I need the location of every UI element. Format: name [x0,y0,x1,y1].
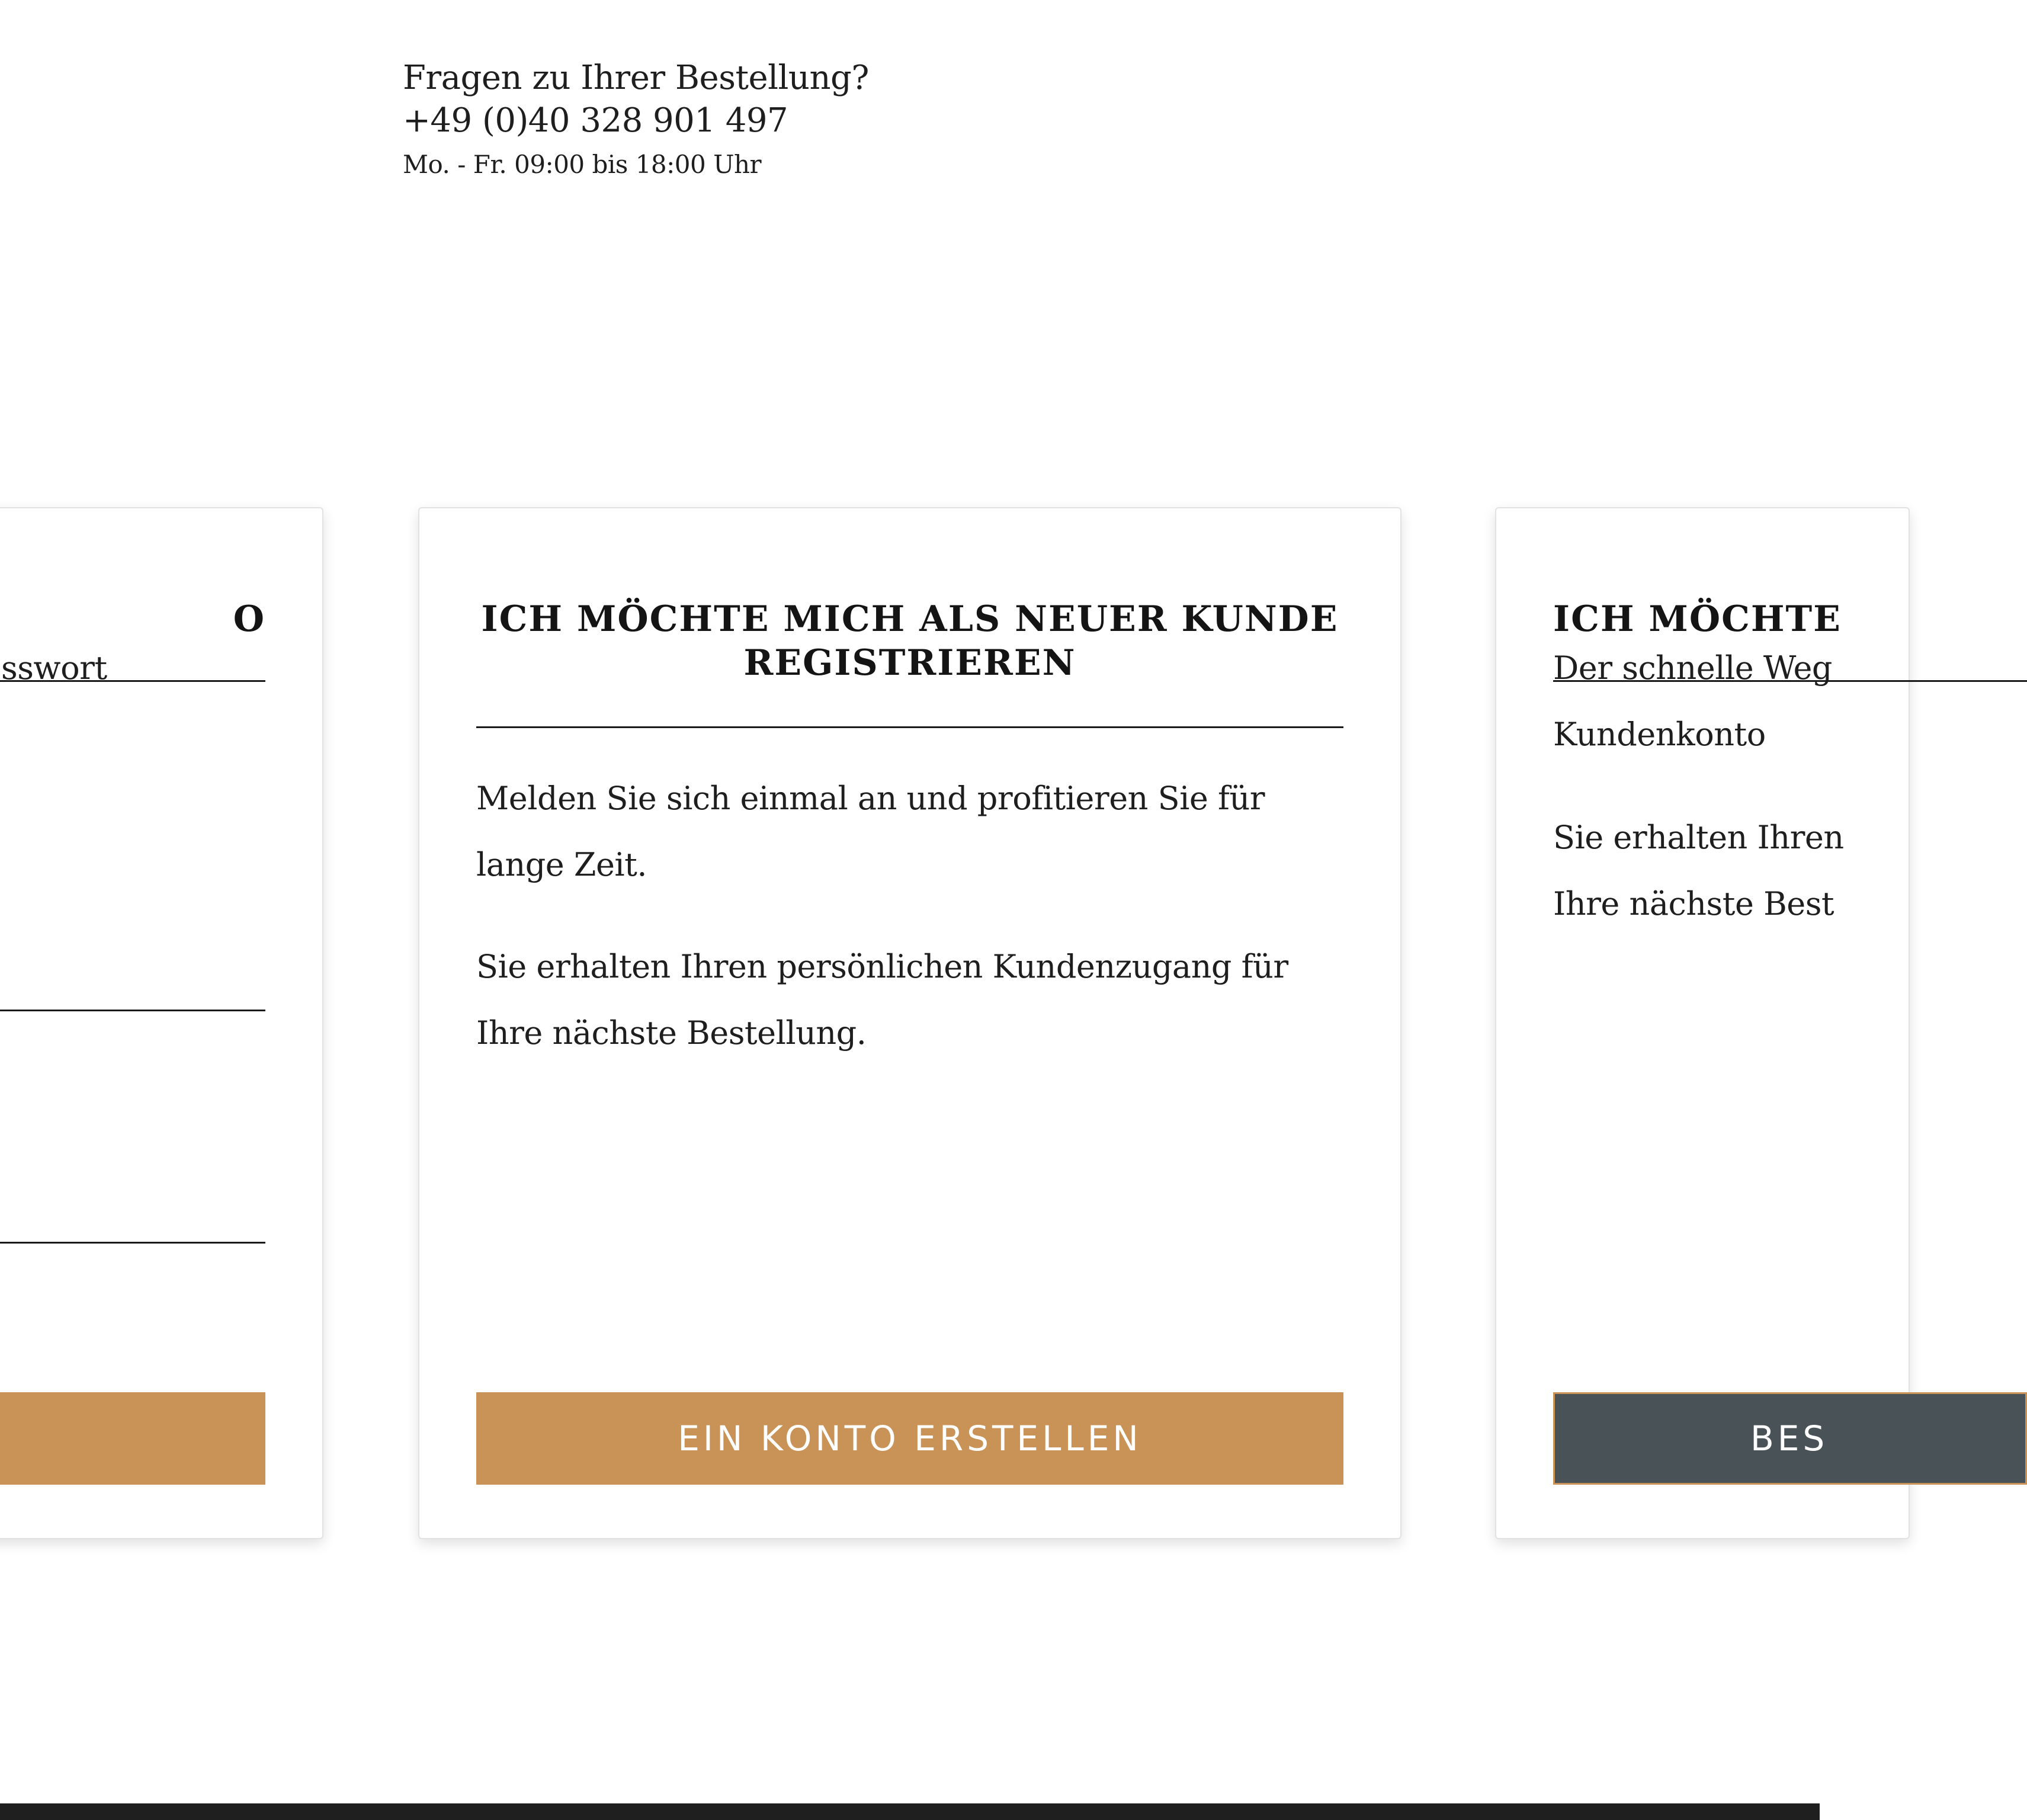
support-phone[interactable]: +49 (0)40 328 901 497 [403,101,788,140]
guest-text-line1: Der schnelle Weg [1553,649,1832,687]
footer-bar [0,1803,1820,1820]
password-input-underline[interactable] [0,1242,265,1244]
register-card [418,507,1401,1539]
guest-text-line4: Ihre nächste Best [1553,885,1834,922]
register-text-benefit: Melden Sie sich einmal an und profitieren Sie für lange Zeit. [476,780,1265,883]
guest-text-line2: Kundenkonto [1553,716,1766,753]
register-card-divider [476,726,1343,728]
create-account-button[interactable]: EIN KONTO ERSTELLEN [476,1392,1343,1485]
guest-text-line3: Sie erhalten Ihren [1553,819,1844,856]
register-card-title: ICH MÖCHTE MICH ALS NEUER KUNDE REGISTRIEREN [481,598,1339,684]
support-question: Fragen zu Ihrer Bestellung? [403,59,869,97]
support-hours: Mo. - Fr. 09:00 bis 18:00 Uhr [403,150,762,179]
login-button[interactable] [0,1392,265,1485]
password-label: sswort [1,649,107,687]
login-card [0,507,323,1539]
guest-order-button[interactable]: BES [1553,1392,2027,1485]
register-text-access: Sie erhalten Ihren persönlichen Kundenzugang für Ihre nächste Bestellung. [476,948,1288,1052]
login-card-title: O [233,598,265,640]
guest-card [1495,507,1910,1539]
support-contact [403,57,869,182]
guest-card-title: ICH MÖCHTE [1553,598,1842,640]
email-input-underline[interactable] [0,1010,265,1011]
